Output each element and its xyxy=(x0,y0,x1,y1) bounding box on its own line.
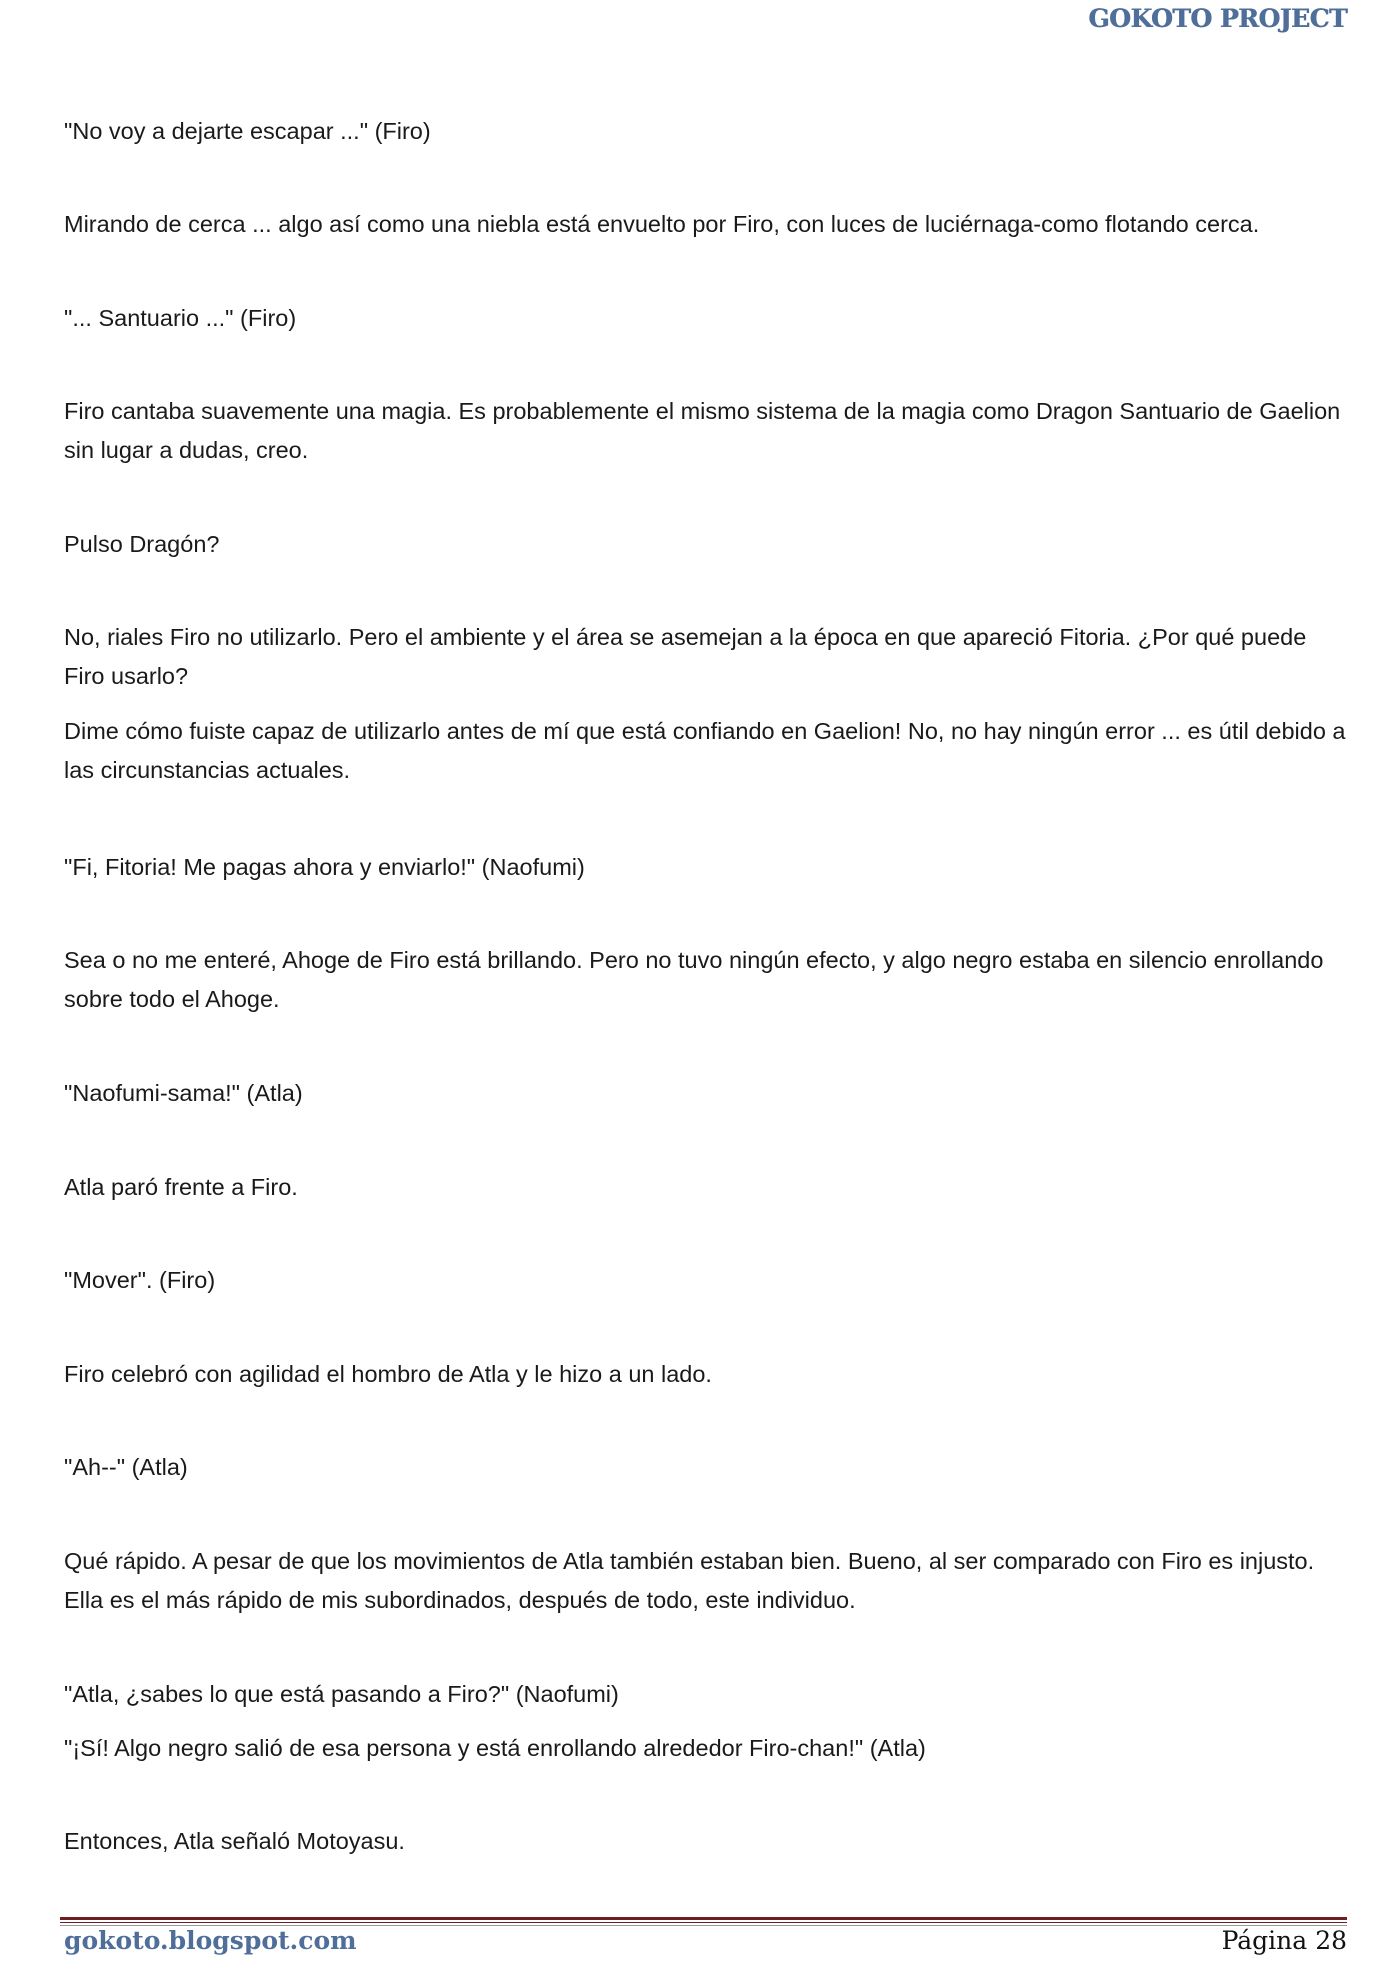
paragraph: No, riales Firo no utilizarlo. Pero el ambiente y el área se asemejan a la época en que apareció Fitoria. ¿Por qué puede Firo usarlo? xyxy=(64,624,1307,689)
paragraph: "No voy a dejarte escapar ..." (Firo) xyxy=(64,118,431,144)
header-brand: GOKOTO PROJECT xyxy=(1088,4,1347,33)
paragraph: "Mover". (Firo) xyxy=(64,1267,216,1293)
paragraph: "Atla, ¿sabes lo que está pasando a Firo?" (Naofumi) xyxy=(64,1681,619,1707)
paragraph: "Fi, Fitoria! Me pagas ahora y enviarlo!" (Naofumi) xyxy=(64,854,585,880)
paragraph: Firo celebró con agilidad el hombro de Atla y le hizo a un lado. xyxy=(64,1361,712,1387)
page-number-value: 28 xyxy=(1315,1926,1347,1955)
footer-divider xyxy=(60,1917,1347,1920)
paragraph: Qué rápido. A pesar de que los movimientos de Atla también estaban bien. Bueno, al ser comparado con Firo es injusto. Ella es el más rápido de mis subordinados, después de todo, este individuo. xyxy=(64,1548,1315,1613)
paragraph: "¡Sí! Algo negro salió de esa persona y está enrollando alrededor Firo-chan!" (Atla) xyxy=(64,1735,926,1761)
paragraph: Firo cantaba suavemente una magia. Es probablemente el mismo sistema de la magia como Dragon Santuario de Gaelion sin lugar a dudas, creo. xyxy=(64,398,1341,463)
paragraph: Entonces, Atla señaló Motoyasu. xyxy=(64,1828,405,1854)
paragraph: Pulso Dragón? xyxy=(64,531,220,557)
page-number xyxy=(1222,1926,1347,1955)
paragraph: Dime cómo fuiste capaz de utilizarlo antes de mí que está confiando en Gaelion! No, no hay ningún error ... es útil debido a las circunstancias actuales. xyxy=(64,718,1346,783)
footer-site-link[interactable]: gokoto.blogspot.com xyxy=(64,1926,357,1955)
paragraph: Sea o no me enteré, Ahoge de Firo está brillando. Pero no tuvo ningún efecto, y algo negro estaba en silencio enrollando sobre todo el Ahoge. xyxy=(64,947,1324,1012)
page-label: Página xyxy=(1221,1926,1308,1955)
paragraph: "Ah--" (Atla) xyxy=(64,1454,188,1480)
footer-divider xyxy=(60,1922,1347,1923)
paragraph: Atla paró frente a Firo. xyxy=(64,1174,298,1200)
paragraph: "Naofumi-sama!" (Atla) xyxy=(64,1080,303,1106)
paragraph: Mirando de cerca ... algo así como una niebla está envuelto por Firo, con luces de luciérnaga-como flotando cerca. xyxy=(64,211,1260,237)
paragraph: "... Santuario ..." (Firo) xyxy=(64,305,297,331)
